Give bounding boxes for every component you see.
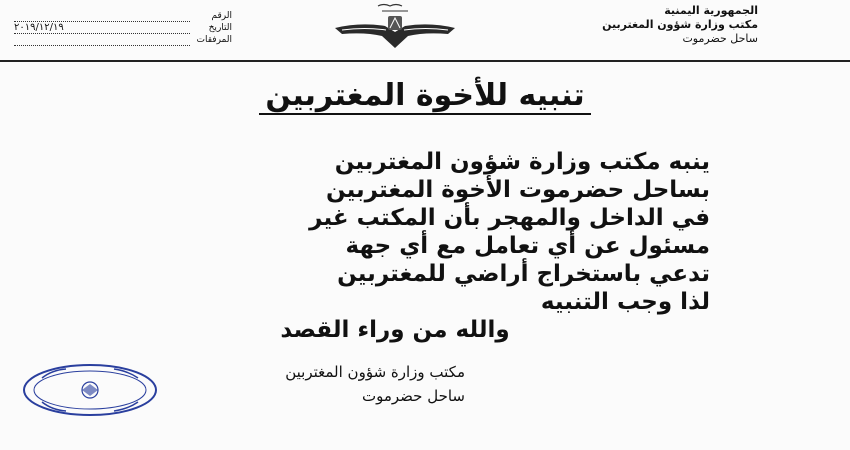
body-line: في الداخل والمهجر بأن المكتب غير <box>309 205 710 231</box>
signature-office: مكتب وزارة شؤون المغتربين <box>285 363 465 381</box>
closing-line: والله من وراء القصد <box>280 317 510 343</box>
ref-dots <box>14 10 190 22</box>
body-line: مسئول عن أي تعامل مع أي جهة <box>345 233 710 259</box>
ref-label: الرقم <box>211 11 232 21</box>
signature-region: ساحل حضرموت <box>361 387 465 405</box>
date-label: التاريخ <box>208 23 232 33</box>
date-value: ٢٠١٩/١٢/١٩ <box>14 22 190 34</box>
document-title <box>0 78 850 113</box>
header-divider <box>0 60 850 62</box>
official-stamp-icon <box>20 362 160 418</box>
ref-row <box>8 10 238 22</box>
yemen-emblem-icon <box>330 2 460 54</box>
date-row <box>8 22 238 34</box>
attachments-row <box>8 34 238 46</box>
attachments-label: المرفقات <box>196 35 232 45</box>
ministry-office-name: مكتب وزارة شؤون المغتربين <box>602 18 758 31</box>
letterhead-right <box>498 4 758 46</box>
republic-name: الجمهورية اليمنية <box>664 4 758 17</box>
body-line: تدعي باستخراج أراضي للمغتربين <box>337 261 710 287</box>
attachments-dots <box>14 34 190 46</box>
signature-block <box>285 360 465 408</box>
body-line: لذا وجب التنبيه <box>540 289 710 315</box>
body-line: ينبه مكتب وزارة شؤون المغتربين <box>334 149 710 175</box>
letterhead-left <box>8 10 238 46</box>
document-title-text: تنبيه للأخوة المغتربين <box>259 78 590 115</box>
region-name: ساحل حضرموت <box>682 32 758 45</box>
body-line: بساحل حضرموت الأخوة المغتربين <box>325 177 710 203</box>
document-body <box>80 148 710 344</box>
